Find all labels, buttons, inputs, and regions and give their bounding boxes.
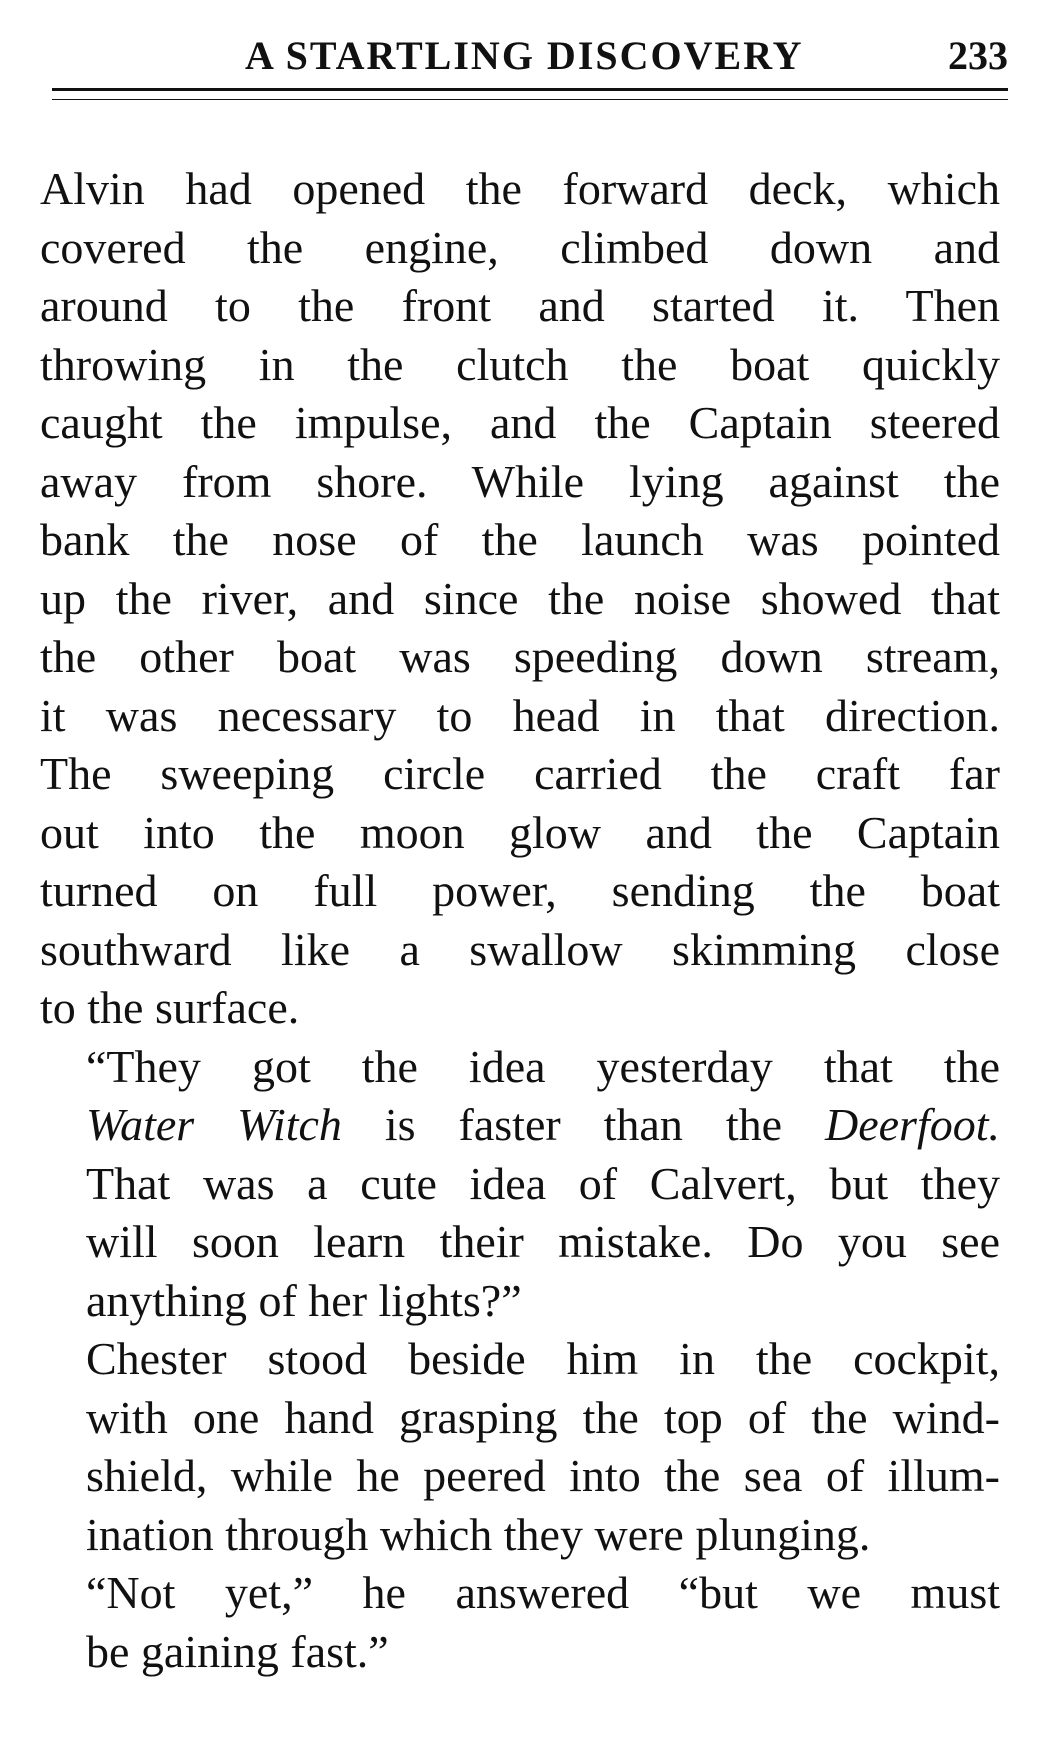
paragraph-1 <box>40 160 1000 1038</box>
text-line: ination through which they were plunging. <box>86 1508 871 1560</box>
text-line: The sweeping circle carried the craft far <box>40 748 1000 799</box>
text-line <box>40 1096 1000 1155</box>
text-line: up the river, and since the noise showed that <box>40 572 1000 624</box>
header-rule <box>52 88 1008 100</box>
text-line: the other boat was speeding down stream, <box>40 631 1000 682</box>
paragraph-4 <box>40 1564 1000 1681</box>
italic-boat-name: Deerfoot. <box>824 1099 1000 1150</box>
running-head <box>50 28 1010 84</box>
italic-boat-name: Water Witch <box>86 1099 342 1150</box>
text-line: bank the nose of the launch was pointed <box>40 514 1000 565</box>
text-line: shield, while he peered into the sea of illum- <box>86 1450 1000 1501</box>
text-line: That was a cute idea of Calvert, but they <box>86 1157 1000 1209</box>
text-line: Chester stood beside him in the cockpit, <box>86 1333 1000 1384</box>
chapter-title: A STARTLING DISCOVERY <box>245 33 804 78</box>
text-line: southward like a swallow skimming close <box>40 923 1000 975</box>
text-line: around to the front and started it. Then <box>40 280 1000 331</box>
text-fragment: is faster than the <box>341 1099 825 1150</box>
text-line: “They got the idea yesterday that the <box>86 1040 1000 1092</box>
text-line: away from shore. While lying against the <box>40 455 1000 507</box>
text-line: anything of her lights?” <box>86 1274 522 1326</box>
text-line: caught the impulse, and the Captain steered <box>40 397 1000 448</box>
text-line: Alvin had opened the forward deck, which <box>40 163 1000 214</box>
text-line: “Not yet,” he answered “but we must <box>86 1567 1000 1618</box>
text-line: be gaining fast.” <box>86 1625 389 1677</box>
text-line: throwing in the clutch the boat quickly <box>40 338 1000 390</box>
page-number: 233 <box>948 33 1008 78</box>
paragraph-2 <box>40 1038 1000 1331</box>
text-line: turned on full power, sending the boat <box>40 865 1000 916</box>
body-text <box>40 160 1000 1681</box>
text-line: out into the moon glow and the Captain <box>40 806 1000 858</box>
text-line: covered the engine, climbed down and <box>40 221 1000 273</box>
text-line: with one hand grasping the top of the wind- <box>86 1391 1000 1443</box>
text-line: it was necessary to head in that direction. <box>40 689 1000 741</box>
text-line: to the surface. <box>40 982 300 1033</box>
text-line: will soon learn their mistake. Do you see <box>86 1216 1000 1267</box>
paragraph-3 <box>40 1330 1000 1564</box>
